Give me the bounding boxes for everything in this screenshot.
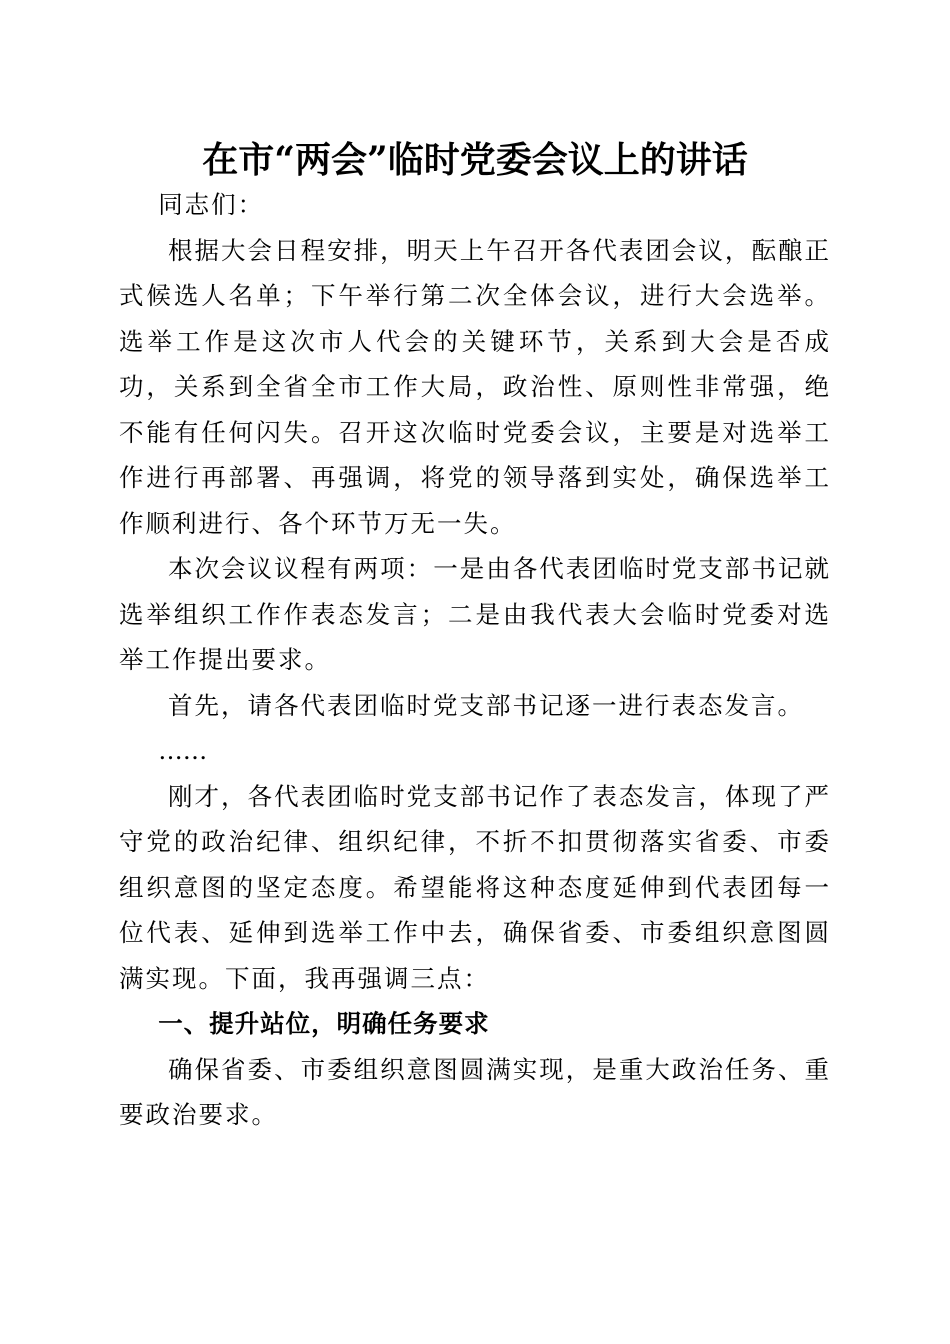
paragraph-section-1: 确保省委、市委组织意图圆满实现，是重大政治任务、重要政治要求。: [119, 1054, 831, 1129]
paragraph-background: 根据大会日程安排，明天上午召开各代表团会议，酝酿正式候选人名单；下午举行第二次全体会议，进行大会选举。选举工作是这次市人代会的关键环节，关系到大会是否成功，关系到全省全市工作大局，政治性、原则性非常强，绝不能有任何闪失。召开这次临时党委会议，主要是对选举工作进行再部署、再强调，将党的领导落到实处，确保选举工作顺利进行、各个环节万无一失。: [119, 235, 831, 538]
paragraph-agenda: 本次会议议程有两项：一是由各代表团临时党支部书记就选举组织工作作表态发言；二是由我代表大会临时党委对选举工作提出要求。: [119, 554, 831, 674]
document-body: [119, 182, 831, 1138]
salutation: 同志们：: [158, 190, 265, 219]
paragraph-review: 刚才，各代表团临时党支部书记作了表态发言，体现了严守党的政治纪律、组织纪律，不折不扣贯彻落实省委、市委组织意图的坚定态度。希望能将这种态度延伸到代表团每一位代表、延伸到选举工作中去，确保省委、市委组织意图圆满实现。下面，我再强调三点：: [119, 781, 831, 993]
document-title: 在市“两会”临时党委会议上的讲话: [202, 139, 748, 181]
ellipsis-marker: ……: [158, 736, 208, 765]
paragraph-first-step: 首先，请各代表团临时党支部书记逐一进行表态发言。: [168, 690, 804, 720]
section-heading-1: 一、提升站位，明确任务要求: [158, 1009, 490, 1038]
